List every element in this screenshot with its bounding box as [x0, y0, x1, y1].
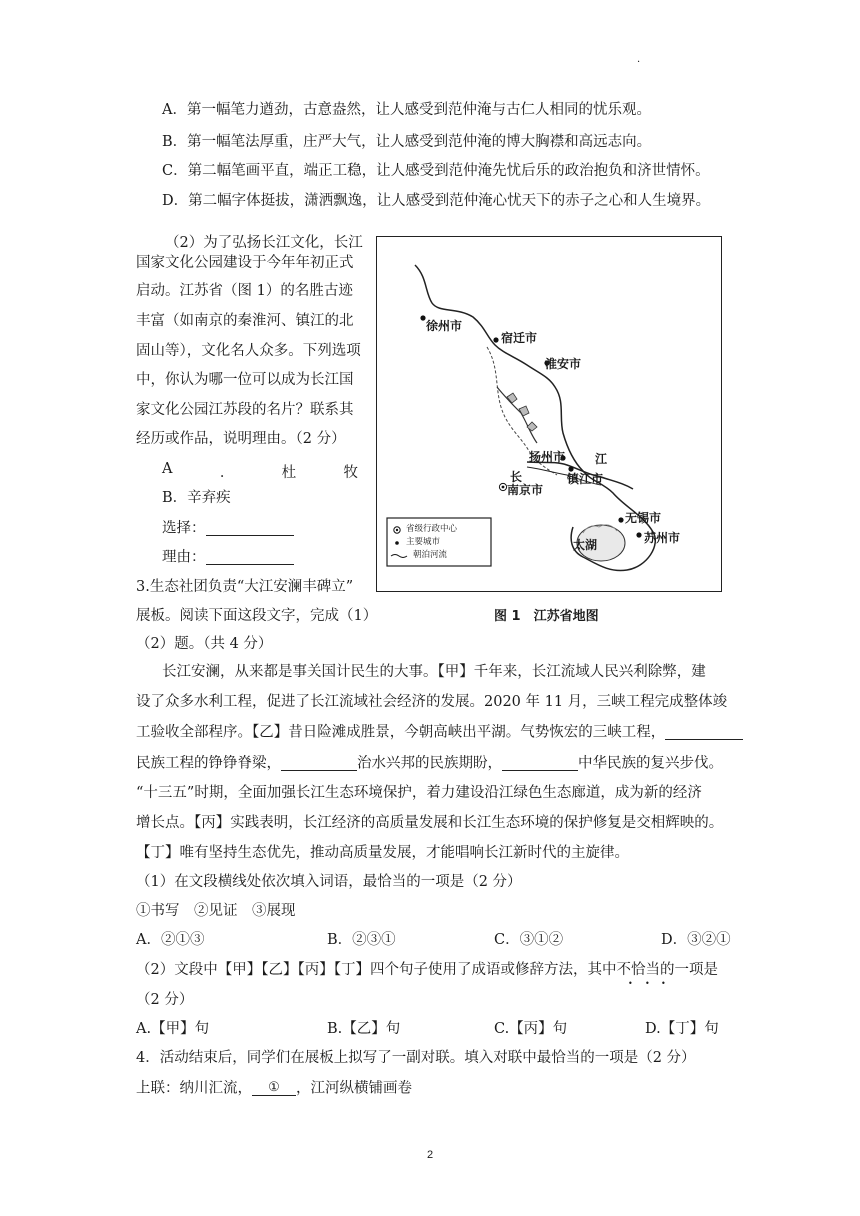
city-zhenjiang: 镇江市: [567, 472, 604, 486]
couplet-text: 上联：纳川汇流，: [136, 1080, 252, 1097]
city-wuxi: 无锡市: [625, 511, 662, 525]
passage-line: [136, 725, 743, 740]
reason-label: 理由：: [162, 549, 206, 566]
header-mark: ·: [637, 57, 641, 68]
legend-major-city: 主要城市: [406, 537, 441, 547]
emphasis-dot: •: [645, 979, 650, 988]
city-suqian: 宿迁市: [501, 331, 538, 345]
option-a: A．第一幅笔力遒劲，古意盎然，让人感受到范仲淹与古仁人相同的忧乐观。: [162, 102, 651, 118]
choice-a-dot: ．: [219, 465, 235, 481]
q4-stem: 4．活动结束后，同学们在展板上拟写了一副对联。填入对联中最恰当的一项是（2 分）: [136, 1050, 696, 1066]
q3-1-words: ①书写 ②见证 ③展现: [136, 903, 296, 919]
q2-2-line: 丰富（如南京的秦淮河、镇江的北: [136, 313, 354, 329]
passage-text: 中华民族的复兴步伐。: [578, 755, 723, 772]
river-char-jiang: 江: [595, 452, 608, 466]
choice-a-letter: A: [162, 461, 173, 477]
reason-row: [162, 550, 294, 565]
couplet-blank[interactable]: ①: [252, 1081, 296, 1096]
passage-line: 增长点。【丙】实践表明，长江经济的高质量发展和长江生态环境的保护修复是交相辉映的。: [136, 815, 724, 831]
q2-2-line: （2）为了弘扬长江文化，长江: [165, 235, 363, 251]
q2-2-line: 中，你认为哪一位可以成为长江国: [136, 372, 354, 388]
city-nanjing: 南京市: [507, 483, 544, 497]
q2-2-line: 经历或作品，说明理由。（2 分）: [136, 431, 346, 447]
q3-1-option: C．③①②: [494, 932, 564, 948]
passage-text: 民族工程的铮铮脊梁，: [136, 755, 281, 772]
city-yangzhou: 扬州市: [529, 450, 566, 464]
page-number: 2: [427, 1149, 434, 1161]
q3-2-option: C.【丙】句: [494, 1021, 568, 1037]
q2-2-line: 家文化公园江苏段的名片？联系其: [136, 402, 354, 418]
option-d: D．第二幅字体挺拔，潇洒飘逸，让人感受到范仲淹心忧天下的赤子之心和人生境界。: [162, 193, 711, 209]
q3-1-option: A．②①③: [136, 932, 205, 948]
q3-heading: 展板。阅读下面这段文字，完成（1）: [136, 608, 378, 624]
choice-a-du-mu: [162, 461, 358, 482]
passage-line: 【丁】唯有坚持生态优先，推动高质量发展，才能唱响长江新时代的主旋律。: [136, 845, 629, 861]
lake-taihu: 太湖: [573, 538, 598, 552]
q3-1-stem: （1）在文段横线处依次填入词语，最恰当的一项是（2 分）: [136, 874, 522, 890]
passage-text: 工验收全部程序。【乙】昔日险滩成胜景，今朝高峡出平湖。气势恢宏的三峡工程，: [136, 724, 666, 741]
option-c: C．第二幅笔画平直，端正工稳，让人感受到范仲淹先忧后乐的政治抱负和济世情怀。: [162, 163, 710, 179]
passage-line: 长江安澜，从来都是事关国计民生的大事。【甲】千年来，长江流域人民兴利除弊，建: [162, 664, 706, 680]
passage-text: 治水兴邦的民族期盼，: [357, 755, 502, 772]
passage-blank-2[interactable]: [281, 756, 357, 771]
passage-blank-3[interactable]: [502, 756, 578, 771]
river-char-chang: 长: [510, 470, 523, 484]
q3-2-option: D.【丁】句: [645, 1021, 719, 1037]
q3-2-stem: （2）文段中【甲】【乙】【丙】【丁】四个句子使用了成语或修辞方法，其中不恰当的一项是: [136, 962, 718, 978]
legend-provincial-center: 省级行政中心: [406, 524, 458, 534]
map-caption: 图 1 江苏省地图: [494, 609, 599, 624]
choice-a-char: 牧: [343, 465, 358, 481]
city-huaian: 淮安市: [545, 357, 582, 371]
q3-2-option: B.【乙】句: [327, 1021, 401, 1037]
q3-1-option: D．③②①: [661, 932, 731, 948]
q2-2-line: 国家文化公园建设于今年年初正式: [136, 255, 354, 271]
passage-blank-1[interactable]: [665, 725, 743, 740]
choice-a-char: 杜: [281, 465, 297, 481]
q3-2-score: （2 分）: [136, 992, 194, 1008]
q3-1-option: B．②③①: [327, 932, 396, 948]
couplet-text: ，江河纵横铺画卷: [296, 1080, 412, 1097]
q4-upper-couplet: [136, 1081, 412, 1096]
q3-heading: 3.生态社团负责“大江安澜丰碑立”: [136, 579, 354, 595]
option-b: B．第一幅笔法厚重，庄严大气，让人感受到范仲淹的博大胸襟和高远志向。: [162, 134, 652, 150]
city-xuzhou: 徐州市: [426, 319, 463, 333]
passage-line: 设了众多水利工程，促进了长江流域社会经济的发展。2020 年 11 月，三峡工程完成整体竣: [136, 694, 728, 710]
choice-b-xin-qiji: B．辛弃疾: [162, 490, 231, 506]
city-suzhou: 苏州市: [644, 531, 681, 545]
emphasis-dot: •: [661, 979, 666, 988]
q2-2-line: 启动。江苏省（图 1）的名胜古迹: [136, 283, 353, 299]
passage-line: [136, 756, 723, 771]
select-label: 选择：: [162, 520, 206, 537]
emphasis-dot: •: [628, 979, 633, 988]
q2-2-line: 固山等），文化名人众多。下列选项: [136, 343, 361, 359]
q3-heading: （2）题。（共 4 分）: [136, 636, 273, 652]
jiangsu-map: [376, 236, 722, 592]
passage-line: “十三五”时期，全面加强长江生态环境保护，着力建设沿江绿色生态廊道，成为新的经济: [136, 785, 702, 801]
q3-2-option: A.【甲】句: [136, 1021, 210, 1037]
reason-blank[interactable]: [206, 550, 294, 565]
legend-river: 朝泊河流: [413, 550, 448, 560]
select-blank[interactable]: [206, 521, 294, 536]
select-row: [162, 521, 294, 536]
